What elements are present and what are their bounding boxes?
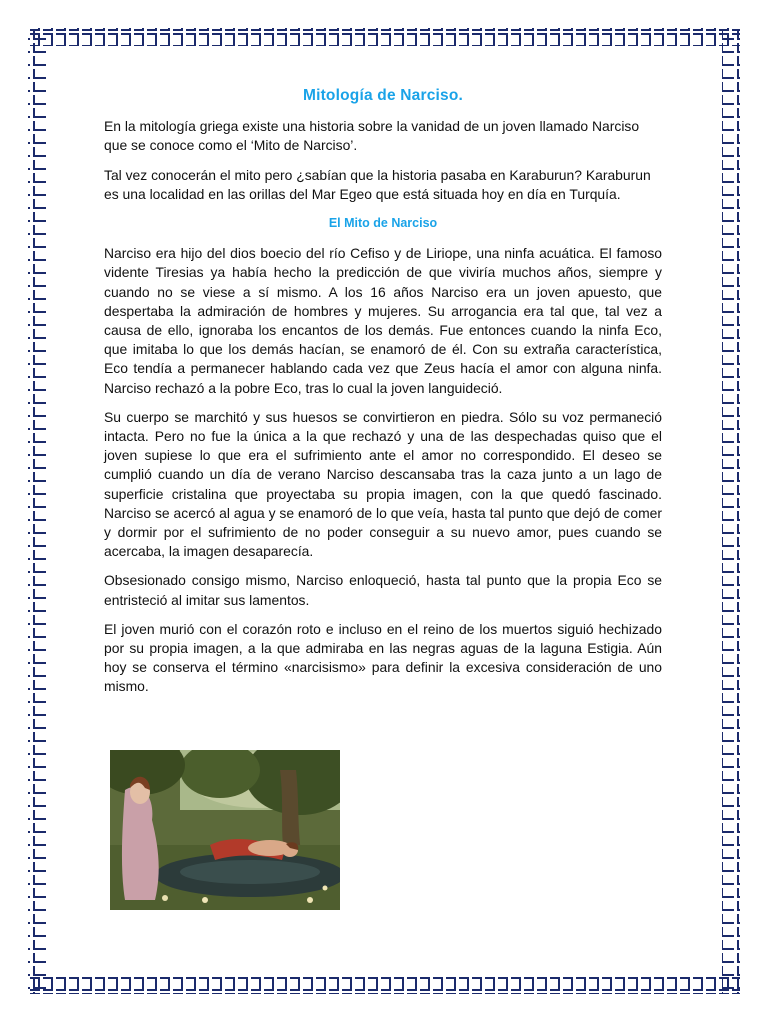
body-paragraph-4: El joven murió con el corazón roto e incluso en el reino de los muertos siguió hechizado por su propia imagen, a la que admiraba en las negras aguas de la laguna Estigia. Aún hoy se conserva el término «narcisismo» para definir la excesiva consideración de uno mismo. — [104, 620, 662, 695]
document-title: Mitología de Narciso. — [302, 87, 464, 104]
painting-echo-and-narcissus — [110, 750, 340, 910]
section-title: El Mito de Narciso — [328, 216, 438, 231]
body-paragraph-3: Obsesionado consigo mismo, Narciso enloqueció, hasta tal punto que la propia Eco se entristeció al imitar sus lamentos. — [104, 572, 662, 608]
intro-paragraph-1: En la mitología griega existe una historia sobre la vanidad de un joven llamado Narciso que se conoce como el ‘Mito de Narciso’. — [104, 118, 640, 154]
body-paragraph-1: Narciso era hijo del dios boecio del río Cefiso y de Liriope, una ninfa acuática. El famoso vidente Tiresias ya había hecho la predicción de que viviría muchos años, siempre y cuando no se viese a sí mismo. A los 16 años Narciso era un joven apuesto, que despertaba la admiración de hombres y mujeres. Su arrogancia era tal que, tal vez a causa de ello, ignoraba los encantos de los demás. Fue entonces cuando la ninfa Eco, que imitaba lo que los demás hacían, se enamoró de él. Con su extraña característica, Eco tendía a permanecer hablando cada vez que Zeus hacía el amor con alguna ninfa. Narciso rechazó a la pobre Eco, tras lo cual la joven languideció. — [104, 245, 662, 396]
document-body — [104, 86, 662, 707]
body-paragraph-2: Su cuerpo se marchitó y sus huesos se convirtieron en piedra. Sólo su voz permaneció intacta. Pero no fue la única a la que rechazó y una de las despechadas quiso que el joven supiese lo que era el sufrimiento ante el amor no correspondido. El deseo se cumplió cuando un día de verano Narciso descansaba tras la caza junto a un lago de superficie cristalina que proyectaba su propia imagen, con la que quedó fascinado. Narciso se acercó al agua y se enamoró de lo que veía, hasta tal punto que dejó de comer y dormir por el sufrimiento de no poder conseguir a su nuevo amor, pues cuando se acercaba, la imagen desaparecía. — [104, 408, 662, 560]
intro-paragraph-2: Tal vez conocerán el mito pero ¿sabían que la historia pasaba en Karaburun? Karaburun es una localidad en las orillas del Mar Egeo que está situada hoy en día en Turquía. — [104, 166, 651, 202]
